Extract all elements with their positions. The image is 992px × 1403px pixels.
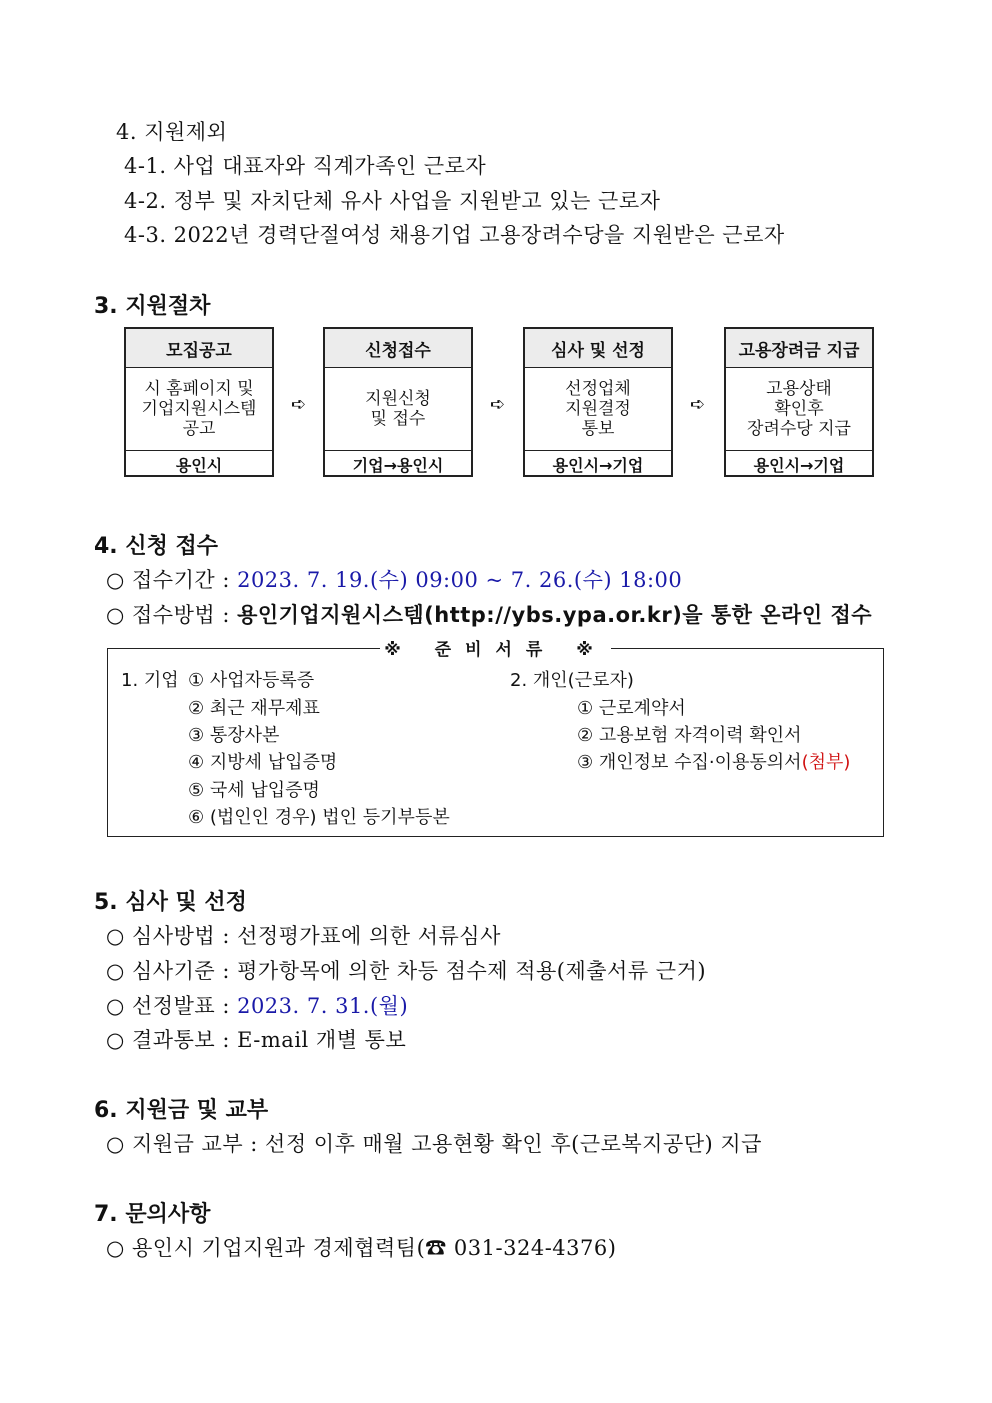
company-doc: ③ 통장사본 [188,725,280,746]
person-doc: ① 근로계약서 [577,698,686,719]
period-value: 2023. 7. 19.(수) 09:00 ~ 7. 26.(수) 18:00 [237,568,683,592]
person-doc [577,748,850,774]
step-body: 선정업체 지원결정 통보 [525,368,671,451]
step-body: 고용상태 확인후 장려수당 지급 [726,368,872,451]
step-title: 심사 및 선정 [525,329,671,368]
step-body: 지원신청 및 접수 [325,368,471,451]
step-actor: 용인시 [175,455,223,475]
review-method: ○ 심사방법 : 선정평가표에 의한 서류심사 [106,924,501,948]
payment-heading: 6. 지원금 및 교부 [94,1098,269,1123]
contact-text: ○ 용인시 기업지원과 경제협력팀(☎ 031-324-4376) [106,1236,617,1260]
contact-heading: 7. 문의사항 [94,1202,211,1227]
application-heading: 4. 신청 접수 [94,534,218,559]
step-actor: 용인시→기업 [552,455,644,475]
step-actor: 기업→용인시 [352,455,444,475]
exclusion-item-1: 4-1. 사업 대표자와 직계가족인 근로자 [124,154,487,178]
review-criteria: ○ 심사기준 : 평가항목에 의한 차등 점수제 적용(제출서류 근거) [106,959,707,983]
step-title: 신청접수 [325,329,471,368]
company-label: 1. 기업 [121,670,179,691]
procedure-step-1 [124,327,274,477]
review-announce [106,990,408,1020]
procedure-step-2 [323,327,473,477]
person-doc-3: ③ 개인정보 수집·이용동의서 [577,752,802,773]
person-doc: ② 고용보험 자격이력 확인서 [577,725,802,746]
documents-box [107,640,884,837]
arrow-right-icon: ➪ [291,394,307,415]
method-label: ○ 접수방법 : [106,603,238,627]
arrow-right-icon: ➪ [690,394,706,415]
step-title: 고용장려금 지급 [726,329,872,368]
person-label: 2. 개인(근로자) [510,670,634,691]
payment-text: ○ 지원금 교부 : 선정 이후 매월 고용현황 확인 후(근로복지공단) 지급 [106,1132,762,1156]
attachment-note: (첨부) [801,752,851,773]
procedure-heading: 3. 지원절차 [94,294,211,319]
company-doc: ④ 지방세 납입증명 [188,752,338,773]
announce-label: ○ 선정발표 : [106,994,238,1018]
exclusion-title: 4. 지원제외 [116,120,228,144]
application-method [106,599,872,629]
procedure-step-4 [724,327,874,477]
method-value: 용인기업지원시스템(http://ybs.ypa.or.kr)을 통한 온라인 접수 [237,603,873,627]
announce-value: 2023. 7. 31.(월) [237,994,409,1018]
exclusion-item-2: 4-2. 정부 및 자치단체 유사 사업을 지원받고 있는 근로자 [124,189,661,213]
step-title: 모집공고 [126,329,272,368]
exclusion-item-3: 4-3. 2022년 경력단절여성 채용기업 고용장려수당을 지원받은 근로자 [124,223,785,247]
company-doc: ① 사업자등록증 [188,670,315,691]
procedure-step-3 [523,327,673,477]
company-doc: ⑤ 국세 납입증명 [188,780,320,801]
company-doc: ⑥ (법인인 경우) 법인 등기부등본 [188,807,450,828]
arrow-right-icon: ➪ [490,394,506,415]
step-actor: 용인시→기업 [753,455,845,475]
application-period [106,564,682,594]
review-notify: ○ 결과통보 : E-mail 개별 통보 [106,1028,407,1052]
review-heading: 5. 심사 및 선정 [94,890,247,915]
period-label: ○ 접수기간 : [106,568,238,592]
documents-title: ※ 준비서류 ※ [380,640,611,660]
company-doc: ② 최근 재무제표 [188,698,320,719]
step-body: 시 홈페이지 및 기업지원시스템 공고 [126,368,272,451]
